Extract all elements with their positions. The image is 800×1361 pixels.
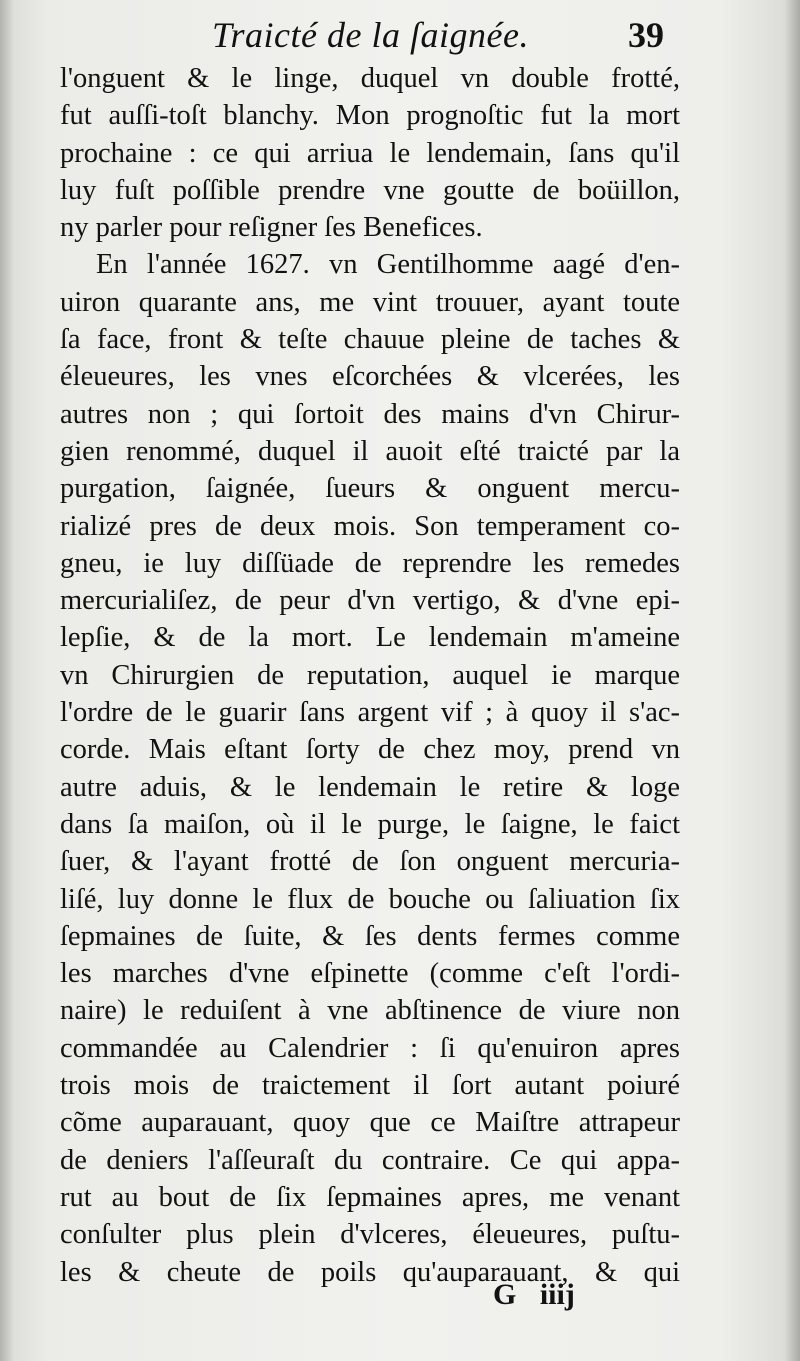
text-line: autres non ; qui ſortoit des mains d'vn Chirur-	[60, 398, 680, 430]
text-line: de deniers l'aſſeuraſt du contraire. Ce qui appa-	[60, 1144, 680, 1176]
text-line: En l'année 1627. vn Gentilhomme aagé d'en-	[96, 249, 680, 281]
text-line: corde. Mais eſtant ſorty de chez moy, prend vn	[60, 734, 680, 766]
text-line: gien renommé, duquel il auoit eſté traicté par la	[60, 435, 680, 467]
body-text	[60, 60, 680, 1291]
running-title: Traicté de la ſaignée.	[212, 15, 529, 55]
text-line: autre aduis, & le lendemain le retire & loge	[60, 771, 680, 803]
text-line: dans ſa maiſon, où il le purge, le ſaigne, le faict	[60, 808, 680, 840]
text-line: l'ordre de le guarir ſans argent vif ; à quoy il s'ac-	[60, 697, 680, 729]
text-line: ſa face, front & teſte chauue pleine de taches &	[60, 324, 680, 356]
text-line: éleueures, les vnes eſcorchées & vlcerées, les	[60, 361, 680, 393]
text-line: rut au bout de ſix ſepmaines apres, me venant	[60, 1181, 680, 1213]
page-number: 39	[628, 15, 664, 55]
text-line: purgation, ſaignée, ſueurs & onguent mercu-	[60, 473, 680, 505]
text-line: ny parler pour reſigner ſes Benefices.	[60, 212, 483, 244]
text-line: les marches d'vne eſpinette (comme c'eſt l'ordi-	[60, 958, 680, 990]
text-line: les & cheute de poils qu'auparauant, & qui	[60, 1256, 680, 1288]
text-line: luy fuſt poſſible prendre vne goutte de boüillon,	[60, 174, 680, 206]
page-edge-shadow-left	[0, 0, 14, 1361]
text-line: prochaine : ce qui arriua le lendemain, ſans qu'il	[60, 137, 680, 169]
text-line: rializé pres de deux mois. Son temperament co-	[60, 510, 680, 542]
text-line: gneu, ie luy diſſüade de reprendre les remedes	[60, 547, 680, 579]
text-line: ſuer, & l'ayant frotté de ſon onguent mercuria-	[60, 846, 680, 878]
text-line: cõme auparauant, quoy que ce Maiſtre attrapeur	[60, 1107, 680, 1139]
text-line: lepſie, & de la mort. Le lendemain m'ameine	[60, 622, 680, 654]
text-line: ſepmaines de ſuite, & ſes dents fermes comme	[60, 920, 680, 952]
text-line: trois mois de traictement il ſort autant poiuré	[60, 1070, 680, 1102]
text-line: mercurialiſez, de peur d'vn vertigo, & d'vne epi-	[60, 585, 680, 617]
text-line: fut auſſi-toſt blanchy. Mon prognoſtic fut la mort	[60, 100, 680, 132]
text-line: liſé, luy donne le flux de bouche ou ſaliuation ſix	[60, 883, 680, 915]
text-line: l'onguent & le linge, duquel vn double frotté,	[60, 63, 680, 94]
page-edge-shadow-right	[784, 0, 800, 1361]
text-line: uiron quarante ans, me vint trouuer, ayant toute	[60, 286, 680, 318]
signature-mark: G iiij	[493, 1278, 575, 1311]
text-line: naire) le reduiſent à vne abſtinence de viure non	[60, 995, 680, 1027]
text-line: vn Chirurgien de reputation, auquel ie marque	[60, 659, 680, 691]
text-line: commandée au Calendrier : ſi qu'enuiron apres	[60, 1032, 680, 1064]
running-head	[0, 12, 800, 64]
text-line: conſulter plus plein d'vlceres, éleueures, puſtu-	[60, 1219, 680, 1251]
